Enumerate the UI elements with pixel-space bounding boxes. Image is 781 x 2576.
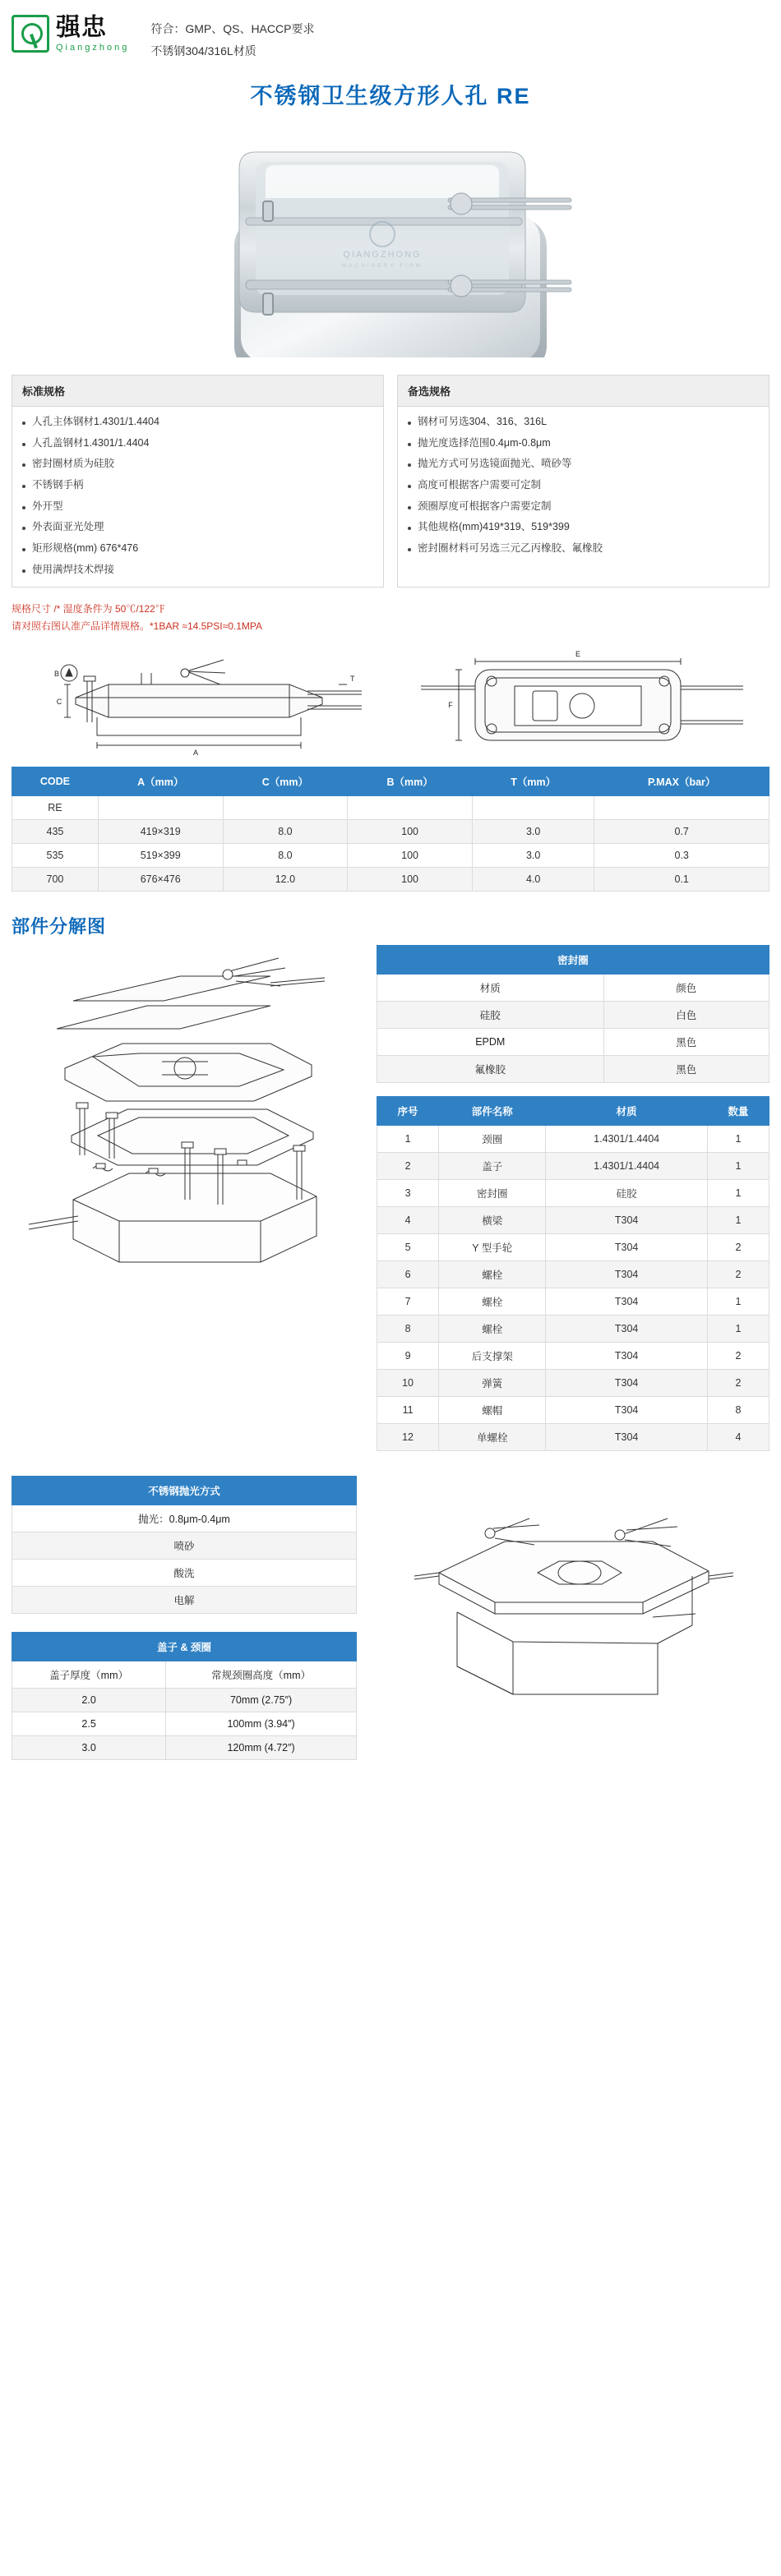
cell: RE [12,796,99,820]
cell: 6 [377,1261,439,1288]
cell: 8.0 [223,820,348,844]
cell: 横梁 [439,1207,546,1234]
exploded-section-title: 部件分解图 [12,916,107,938]
cell: 后支撑架 [439,1343,546,1370]
dim-label-f: F [448,701,453,710]
cell: 100mm (3.94″) [166,1712,357,1736]
cell: 1 [707,1288,769,1316]
bottom-section [0,1451,781,1780]
cell: 2 [707,1343,769,1370]
list-item: 外开型 [21,496,375,518]
cell [98,796,223,820]
table-row [377,1056,769,1083]
dimension-note [0,588,781,640]
cell: T304 [546,1261,707,1288]
table-row [377,1153,769,1180]
brand-logo [12,15,129,53]
cell: 100 [348,844,473,868]
cell: 1 [707,1153,769,1180]
cell: 1 [377,1126,439,1153]
hero-watermark-cn: QIANGZHONG [343,250,422,260]
cell: 0.7 [594,820,769,844]
cell: 1 [707,1316,769,1343]
list-item: 抛光度选择范围0.4μm-0.8μm [406,433,760,454]
col-a: A（mm） [98,767,223,796]
table-row [377,1370,769,1397]
top-view-drawing [395,643,769,758]
cell: T304 [546,1343,707,1370]
col-b: B（mm） [348,767,473,796]
table-row [377,1029,769,1056]
cell: 弹簧 [439,1370,546,1397]
cell: 黑色 [603,1056,769,1083]
manhole-render [177,119,604,357]
table-header-row [12,767,769,796]
optional-spec-box [397,375,769,588]
table-row [377,1002,769,1029]
cell: T304 [546,1207,707,1234]
cell: 519×399 [98,844,223,868]
cell: 3.0 [472,820,594,844]
list-item: 颈圈厚度可根据客户需要定制 [406,496,760,518]
note-line-2: 请对照右图认准产品详情规格。*1BAR ≈14.5PSI≈0.1MPA [12,620,263,633]
cell: T304 [546,1397,707,1424]
gasket-col-material: 材质 [377,975,604,1002]
cell: 2 [707,1261,769,1288]
table-row [12,1560,357,1587]
parts-list-table [377,1096,769,1451]
cell: 盖子 [439,1153,546,1180]
list-item: 其他规格(mm)419*319、519*399 [406,517,760,538]
cell [594,796,769,820]
cell: 1 [707,1180,769,1207]
cell: 单螺栓 [439,1424,546,1451]
cell: 硅胶 [546,1180,707,1207]
cell: 10 [377,1370,439,1397]
cover-neck-table [12,1632,357,1760]
cell [348,796,473,820]
dim-label-t: T [350,675,355,684]
polish-table [12,1476,357,1614]
col-qty: 数量 [707,1097,769,1126]
standard-spec-list [12,407,383,587]
cell: 白色 [603,1002,769,1029]
cell: 氟橡胶 [377,1056,604,1083]
list-item: 人孔主体钢材1.4301/1.4404 [21,412,375,433]
gasket-table [377,945,769,1083]
cell: 1 [707,1126,769,1153]
cell: 11 [377,1397,439,1424]
table-row [12,844,769,868]
table-row [377,1234,769,1261]
cell: 2 [707,1234,769,1261]
product-hero-image [0,115,781,362]
table-row [377,1397,769,1424]
table-row [377,1126,769,1153]
brand-name-cn: 强忠 [56,13,107,41]
col-material: 材质 [546,1097,707,1126]
gasket-col-color: 颜色 [603,975,769,1002]
list-item: 使用满焊技术焊接 [21,560,375,581]
bottom-tables [12,1476,357,1760]
cell: 70mm (2.75″) [166,1689,357,1712]
standard-spec-heading: 标准规格 [12,376,383,407]
cell: 700 [12,868,99,892]
code-table-wrap [0,758,781,892]
table-row [377,1288,769,1316]
cell: 9 [377,1343,439,1370]
cell: 2.0 [12,1689,166,1712]
cell: 螺栓 [439,1316,546,1343]
cell: 1 [707,1207,769,1234]
cell: 3.0 [472,844,594,868]
header-line-2: 不锈钢304/316L材质 [150,44,256,58]
exploded-section [0,945,781,1451]
cell: 硅胶 [377,1002,604,1029]
list-item: 不锈钢手柄 [21,475,375,496]
page-title: 不锈钢卫生级方形人孔 RE [250,84,531,109]
cell: 100 [348,820,473,844]
side-view-drawing [12,643,386,758]
list-item: 人孔盖钢材1.4301/1.4404 [21,433,375,454]
col-code: CODE [12,767,99,796]
list-item: 外表面亚光处理 [21,517,375,538]
table-header-row [377,1097,769,1126]
cell: 颈圈 [439,1126,546,1153]
technical-drawings [0,640,781,758]
cell: 黑色 [603,1029,769,1056]
polish-table-title: 不锈钢抛光方式 [12,1477,357,1505]
cover-col-thickness: 盖子厚度（mm） [12,1661,166,1689]
cell: T304 [546,1288,707,1316]
cell: 螺栓 [439,1288,546,1316]
table-row [12,796,769,820]
dim-label-a: A [192,749,199,758]
cell: 2 [707,1370,769,1397]
cell: 12 [377,1424,439,1451]
cell: 2.5 [12,1712,166,1736]
cell: 密封圈 [439,1180,546,1207]
cell: T304 [546,1424,707,1451]
cell: 2 [377,1153,439,1180]
cell: 4 [377,1207,439,1234]
table-row [12,1532,357,1560]
dim-label-b: B [54,670,60,679]
hero-watermark-en: MACHINERY FIRM [341,263,423,270]
cell: 8 [377,1316,439,1343]
cover-table-title: 盖子 & 颈圈 [12,1633,357,1661]
cell: 8 [707,1397,769,1424]
dim-label-c: C [56,698,62,707]
table-row [12,1736,357,1760]
col-index: 序号 [377,1097,439,1126]
dim-label-e: E [575,650,581,659]
table-row [12,1689,357,1712]
cell: 12.0 [223,868,348,892]
list-item: 密封圈材质为硅胶 [21,454,375,475]
page-header [0,0,781,65]
list-item: 密封圈材料可另选三元乙丙橡胶、氟橡胶 [406,538,760,560]
table-row [12,1712,357,1736]
gasket-table-title: 密封圈 [377,946,769,975]
col-c: C（mm） [223,767,348,796]
cell: EPDM [377,1029,604,1056]
optional-spec-list [398,407,769,565]
cell: 419×319 [98,820,223,844]
table-row [377,1180,769,1207]
cell: 0.1 [594,868,769,892]
table-row [377,1343,769,1370]
cell: 5 [377,1234,439,1261]
cell: 3 [377,1180,439,1207]
cell: 435 [12,820,99,844]
cell: 螺栓 [439,1261,546,1288]
cell: 4 [707,1424,769,1451]
cell: 3.0 [12,1736,166,1760]
cell: 0.3 [594,844,769,868]
table-row [377,1261,769,1288]
code-table [12,767,769,892]
cell: 螺帽 [439,1397,546,1424]
table-row [12,1505,357,1532]
cell: 电解 [12,1587,357,1614]
header-line-1: 符合：GMP、QS、HACCP要求 [150,22,315,35]
cell: 1.4301/1.4404 [546,1126,707,1153]
table-row [377,1316,769,1343]
table-row [12,868,769,892]
col-pmax: P.MAX（bar） [594,767,769,796]
standard-spec-box [12,375,384,588]
note-line-1: 规格尺寸 /* 湿度条件为 50℃/122℉ [12,603,165,615]
brand-name-en: Qiangzhong [56,42,130,53]
list-item: 矩形规格(mm) 676*476 [21,538,375,560]
cell: T304 [546,1316,707,1343]
logo-mark-icon [12,15,49,53]
cover-col-height: 常规颈圈高度（mm） [166,1661,357,1689]
cell: 100 [348,868,473,892]
cell: 8.0 [223,844,348,868]
cell: 酸洗 [12,1560,357,1587]
header-compliance [150,15,314,62]
cell: 676×476 [98,868,223,892]
cell: 1.4301/1.4404 [546,1153,707,1180]
cell: T304 [546,1370,707,1397]
parts-tables [377,945,769,1451]
specifications-section [0,362,781,588]
cell: 喷砂 [12,1532,357,1560]
list-item: 钢材可另选304、316、316L [406,412,760,433]
cell: 4.0 [472,868,594,892]
cell: 120mm (4.72″) [166,1736,357,1760]
list-item: 高度可根据客户需要可定制 [406,475,760,496]
col-part-name: 部件名称 [439,1097,546,1126]
cell: 抛光：0.8μm-0.4μm [12,1505,357,1532]
table-row [377,1424,769,1451]
cell [472,796,594,820]
table-row [12,820,769,844]
exploded-drawing [12,945,365,1274]
assembly-line-drawing [372,1476,769,1703]
table-row [377,1207,769,1234]
table-row [12,1587,357,1614]
col-t: T（mm） [472,767,594,796]
cell: 535 [12,844,99,868]
list-item: 抛光方式可另选镜面抛光、喷砂等 [406,454,760,475]
cell [223,796,348,820]
optional-spec-heading: 备选规格 [398,376,769,407]
cell: Y 型手轮 [439,1234,546,1261]
cell: 7 [377,1288,439,1316]
cell: T304 [546,1234,707,1261]
